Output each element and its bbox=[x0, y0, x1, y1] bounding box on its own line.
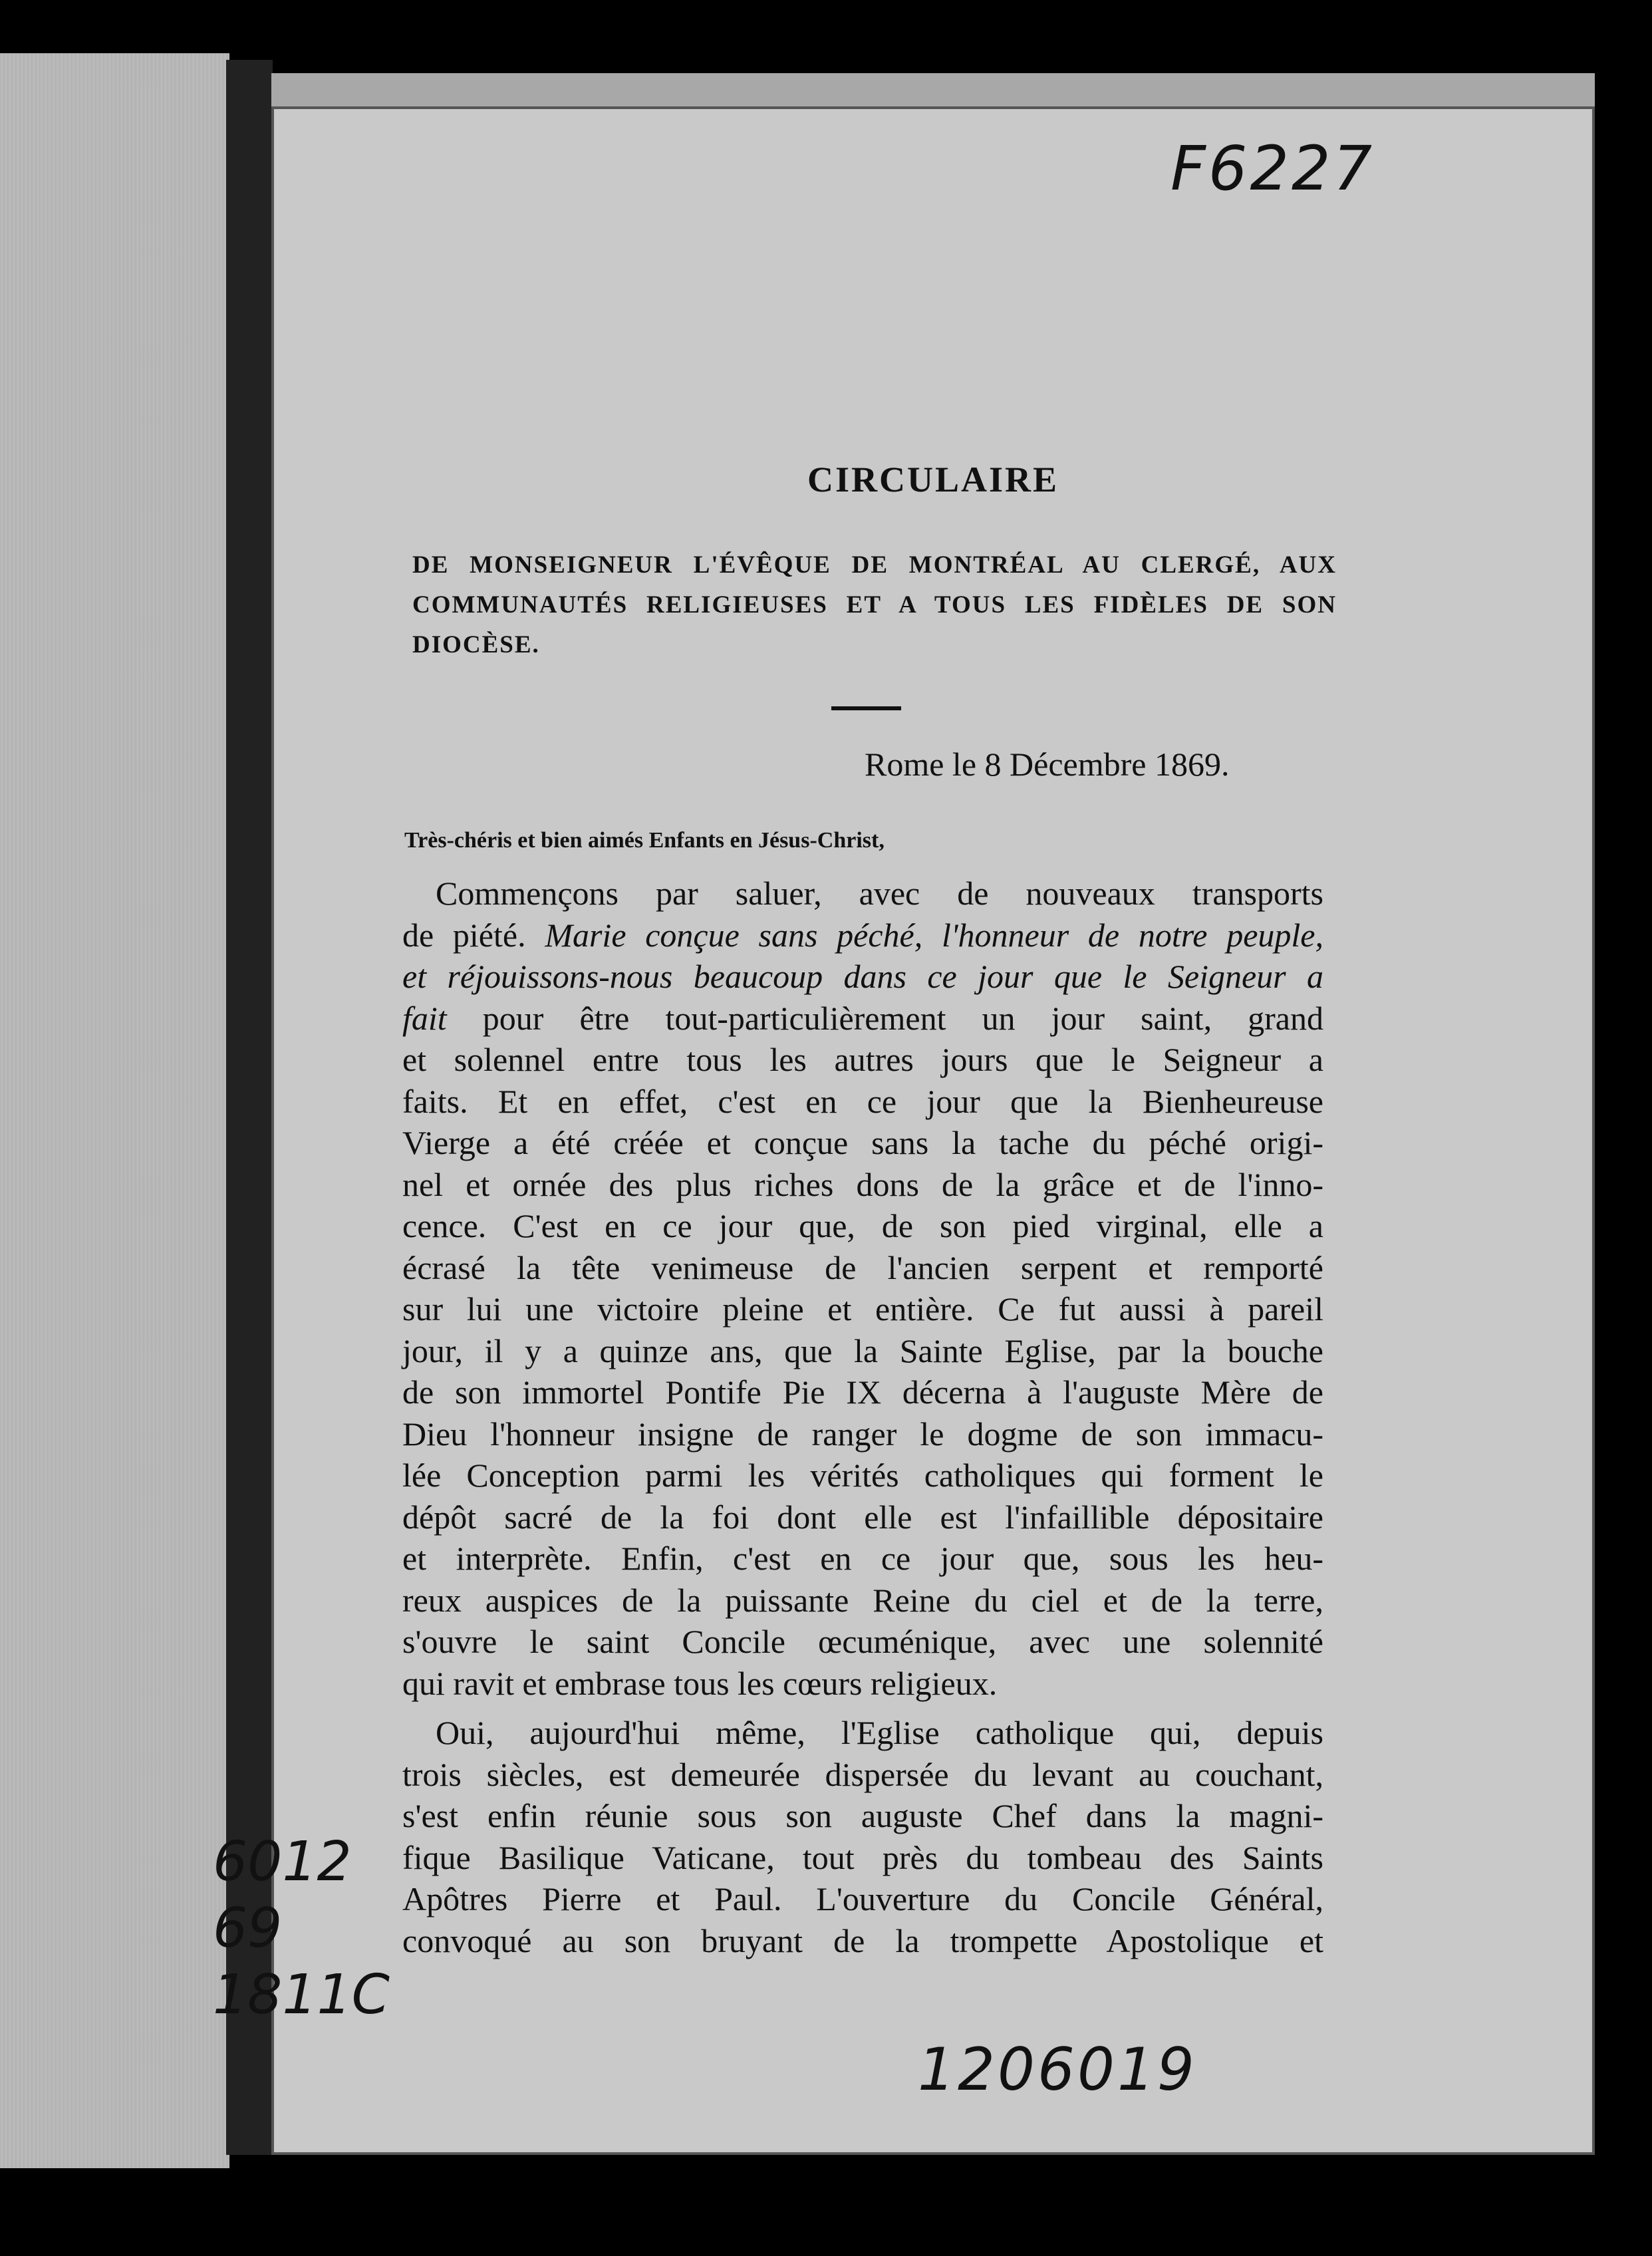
catalog-number: F6227 bbox=[1170, 133, 1375, 204]
letter-body bbox=[402, 873, 1323, 1961]
text-line: convoqué au son bruyant de la trompette Apostolique et bbox=[402, 1921, 1323, 1959]
text-line: qui ravit et embrase tous les cœurs religieux. bbox=[402, 1664, 998, 1702]
text-line bbox=[402, 998, 1323, 1040]
salutation: Très-chéris et bien aimés Enfants en Jésus-Christ, bbox=[404, 828, 885, 853]
text-line: jour, il y a quinze ans, que la Sainte Eglise, par la bouche bbox=[402, 1332, 1323, 1369]
margin-note: 69 bbox=[213, 1897, 283, 1960]
text-line: fique Basilique Vaticane, tout près du tombeau des Saints bbox=[402, 1838, 1323, 1876]
text-line: trois siècles, est demeurée dispersée du levant au couchant, bbox=[402, 1755, 1323, 1793]
text-line: dépôt sacré de la foi dont elle est l'infaillible dépositaire bbox=[402, 1498, 1323, 1536]
italic-fragment: et réjouissons-nous beaucoup dans ce jour que le Seigneur a bbox=[402, 958, 1323, 995]
text-line: cence. C'est en ce jour que, de son pied virginal, elle a bbox=[402, 1207, 1323, 1244]
page-top-border bbox=[271, 73, 1595, 108]
margin-note: 6012 bbox=[213, 1830, 352, 1894]
film-number: 1206019 bbox=[918, 2035, 1197, 2104]
text-line: reux auspices de la puissante Reine du ciel et de la terre, bbox=[402, 1581, 1323, 1619]
margin-handwritten-notes bbox=[213, 1829, 390, 2029]
document-subtitle: DE MONSEIGNEUR L'ÉVÊQUE DE MONTRÉAL AU CLERGÉ, AUX COMMUNAUTÉS RELIGIEUSES ET A TOUS LES FIDÈLES DE SON DIOCÈSE. bbox=[412, 551, 1337, 658]
text-fragment: pour être tout-particulièrement un jour saint, grand bbox=[482, 999, 1323, 1037]
text-line: faits. Et en effet, c'est en ce jour que la Bienheureuse bbox=[402, 1082, 1323, 1120]
text-line: Dieu l'honneur insigne de ranger le dogme de son immacu- bbox=[402, 1415, 1323, 1453]
text-line: s'est enfin réunie sous son auguste Chef dans la magni- bbox=[402, 1797, 1323, 1834]
text-line bbox=[402, 915, 1323, 956]
text-line: Oui, aujourd'hui même, l'Eglise catholique qui, depuis bbox=[436, 1714, 1323, 1751]
text-line: lée Conception parmi les vérités catholiques qui forment le bbox=[402, 1457, 1323, 1494]
text-line: et interprète. Enfin, c'est en ce jour que, sous les heu- bbox=[402, 1540, 1323, 1577]
text-line: sur lui une victoire pleine et entière. Ce fut aussi à pareil bbox=[402, 1290, 1323, 1328]
margin-note: 1811C bbox=[213, 1963, 390, 2027]
text-line: Commençons par saluer, avec de nouveaux transports bbox=[436, 875, 1323, 912]
text-line: et solennel entre tous les autres jours que le Seigneur a bbox=[402, 1041, 1323, 1078]
text-line: de son immortel Pontife Pie IX décerna à l'auguste Mère de bbox=[402, 1373, 1323, 1411]
separator-rule bbox=[831, 706, 901, 710]
italic-fragment: Marie conçue sans péché, l'honneur de notre peuple, bbox=[545, 916, 1323, 954]
text-line: écrasé la tête venimeuse de l'ancien serpent et remporté bbox=[402, 1248, 1323, 1286]
paragraph-gap bbox=[402, 1704, 1323, 1712]
document-title: CIRCULAIRE bbox=[807, 460, 1059, 499]
text-line: nel et ornée des plus riches dons de la grâce et de l'inno- bbox=[402, 1165, 1323, 1203]
text-line bbox=[402, 956, 1323, 998]
text-line: s'ouvre le saint Concile œcuménique, avec une solennité bbox=[402, 1623, 1323, 1660]
previous-page-edge bbox=[0, 53, 229, 2168]
text-line: Vierge a été créée et conçue sans la tache du péché origi- bbox=[402, 1124, 1323, 1161]
dateline: Rome le 8 Décembre 1869. bbox=[865, 746, 1230, 783]
text-line: Apôtres Pierre et Paul. L'ouverture du Concile Général, bbox=[402, 1880, 1323, 1917]
text-fragment: de piété. bbox=[402, 916, 526, 954]
italic-fragment: fait bbox=[402, 999, 447, 1037]
